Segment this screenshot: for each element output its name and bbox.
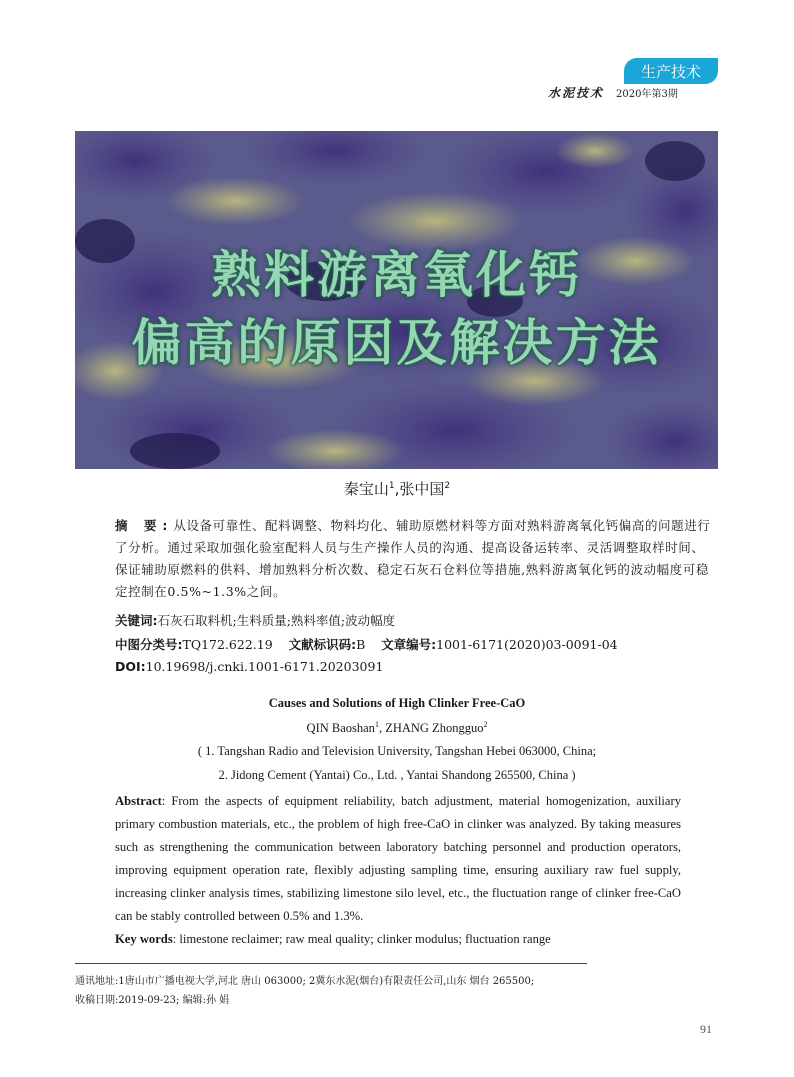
footnote-received: 收稿日期:2019-09-23; 编辑:孙 娟 bbox=[75, 995, 230, 1006]
abstract-english bbox=[115, 790, 681, 928]
clc-value: TQ172.622.19 bbox=[182, 637, 273, 652]
article-number-label: 文章编号: bbox=[381, 637, 437, 652]
classification-line bbox=[115, 635, 618, 653]
keywords-chinese bbox=[115, 611, 395, 629]
keywords-en-label: Key words bbox=[115, 932, 173, 946]
title-banner bbox=[75, 131, 718, 469]
authors-english bbox=[0, 720, 794, 736]
issue-label: 2020年第3期 bbox=[616, 88, 678, 100]
article-number-value: 1001-6171(2020)03-0091-04 bbox=[436, 637, 618, 652]
author-1: 秦宝山 bbox=[343, 480, 389, 498]
abstract-text: 从设备可靠性、配料调整、物料均化、辅助原燃材料等方面对熟料游离氧化钙偏高的问题进行了分析。通过采取加强化验室配料人员与生产操作人员的沟通、提高设备运转率、灵活调整取样时间、保证辅助原燃料的供料、增加熟料分析次数、稳定石灰石仓料位等措施,熟料游离氧化钙的波动幅度可稳定控制在0.5%~1.3%之间。 bbox=[115, 518, 711, 599]
article-title bbox=[75, 241, 718, 377]
abstract-en-text: : From the aspects of equipment reliability, batch adjustment, material homogenization, auxiliary primary combustion materials, etc., the problem of high free-CaO in clinker was analyzed. By taking measures such as strengthening the communication between laboratory batching personnel and production operators, improving equipment operation rate, flexibly adjusting sampling time, ensuring auxiliary raw fuel supply, increasing clinker analysis times, stabilizing limestone silo level, etc., the fluctuation range of clinker free-CaO can be stably controlled between 0.5% and 1.3%. bbox=[115, 794, 681, 923]
affiliation-1: ( 1. Tangshan Radio and Television University, Tangshan Hebei 063000, China; bbox=[197, 744, 597, 758]
author-2-affil: 2 bbox=[444, 481, 451, 491]
section-badge: 生产技术 bbox=[624, 58, 718, 84]
doi-line bbox=[115, 659, 383, 674]
clc-label: 中图分类号: bbox=[115, 637, 183, 652]
keywords-english bbox=[115, 932, 681, 947]
abstract-chinese bbox=[115, 515, 715, 603]
footnote-address: 通讯地址:1唐山市广播电视大学,河北 唐山 063000; 2冀东水泥(烟台)有限责任公司,山东 烟台 265500; bbox=[75, 976, 535, 987]
page-number: 91 bbox=[700, 1022, 712, 1036]
doi-value[interactable]: 10.19698/j.cnki.1001-6171.20203091 bbox=[145, 659, 384, 674]
author-2-en: ZHANG Zhongguo bbox=[385, 721, 484, 736]
keywords-text: 石灰石取料机;生料质量;熟料率值;波动幅度 bbox=[157, 613, 396, 628]
abstract-en-label: Abstract bbox=[115, 794, 162, 808]
abstract-label: 摘 要: bbox=[115, 518, 174, 533]
title-line-1: 熟料游离氧化钙 bbox=[211, 246, 582, 304]
authors-chinese bbox=[0, 478, 794, 499]
author-en-separator: , bbox=[378, 721, 386, 736]
journal-header bbox=[548, 84, 748, 100]
keywords-en-text: : limestone reclaimer; raw meal quality; clinker modulus; fluctuation range bbox=[172, 932, 551, 946]
english-title: Causes and Solutions of High Clinker Free-CaO bbox=[268, 696, 526, 710]
author-1-affil: 1 bbox=[388, 481, 395, 491]
affiliation-2: 2. Jidong Cement (Yantai) Co., Ltd. , Yantai Shandong 265500, China ) bbox=[218, 768, 576, 782]
author-2-en-affil: 2 bbox=[483, 720, 488, 729]
title-line-2: 偏高的原因及解决方法 bbox=[131, 314, 662, 372]
footnote-divider bbox=[75, 963, 587, 964]
author-1-en-affil: 1 bbox=[374, 720, 379, 729]
author-2: 张中国 bbox=[399, 480, 445, 498]
journal-name: 水泥技术 bbox=[548, 85, 605, 100]
doc-code-label: 文献标识码: bbox=[288, 637, 357, 652]
author-1-en: QIN Baoshan bbox=[306, 721, 375, 736]
keywords-label: 关键词: bbox=[115, 613, 158, 628]
doc-code-value: B bbox=[356, 637, 366, 652]
author-separator: , bbox=[394, 480, 400, 498]
doi-label: DOI: bbox=[115, 659, 146, 674]
